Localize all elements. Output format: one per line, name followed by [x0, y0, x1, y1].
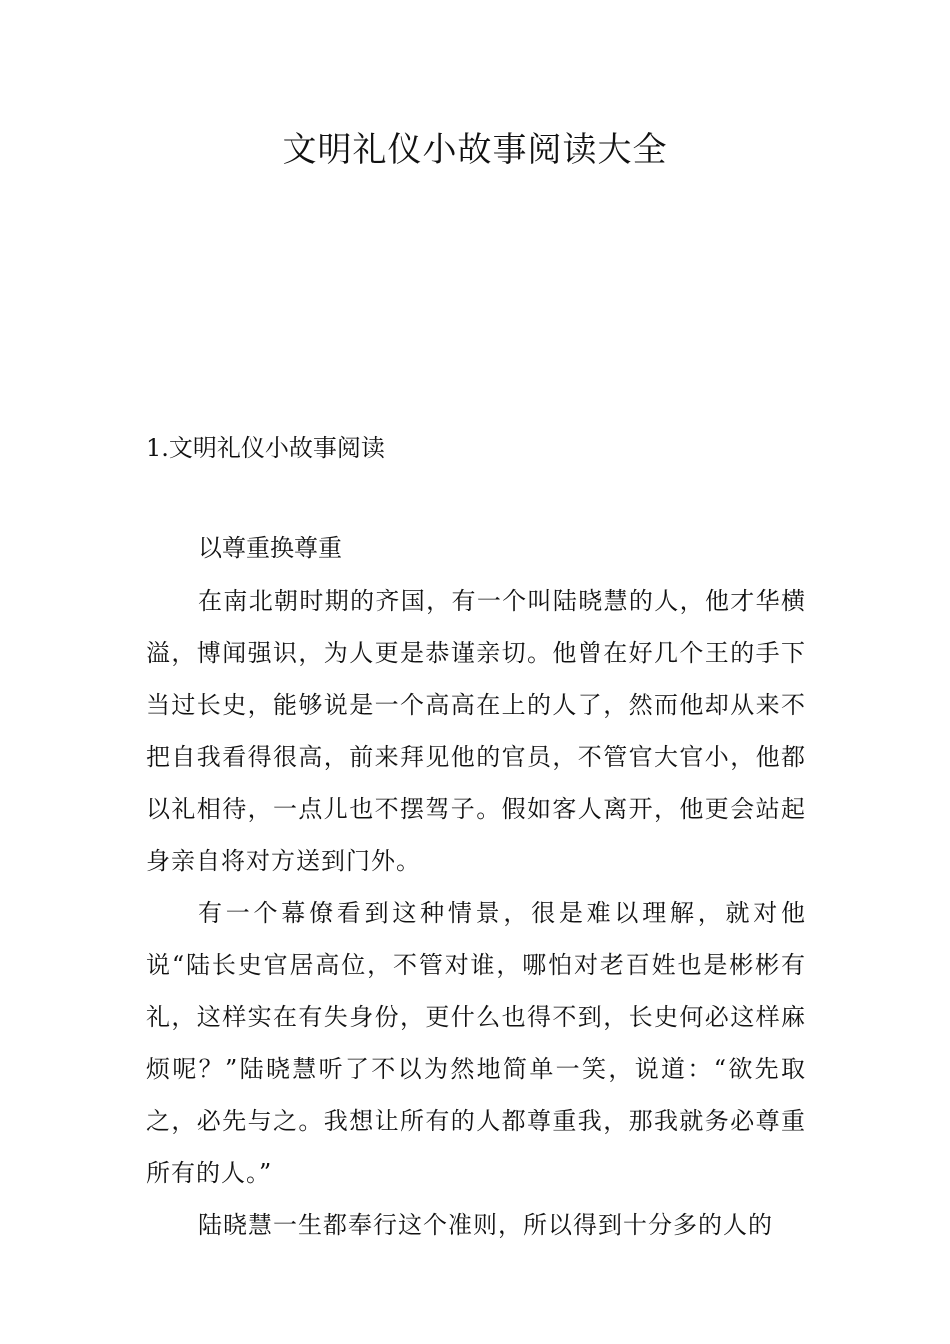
document-title: 文明礼仪小故事阅读大全 — [282, 130, 668, 170]
story-body — [146, 575, 806, 1251]
paragraph-2: 有一个幕僚看到这种情景，很是难以理解，就对他说“陆长史官居高位，不管对谁，哪怕对老百姓也是彬彬有礼，这样实在有失身份，更什么也得不到，长史何必这样麻烦呢？”陆晓慧听了不以为然地简单一笑，说道：“欲先取之，必先与之。我想让所有的人都尊重我，那我就务必尊重所有的人。” — [146, 899, 806, 1187]
paragraph-1: 在南北朝时期的齐国，有一个叫陆晓慧的人，他才华横溢，博闻强识，为人更是恭谨亲切。他曾在好几个王的手下当过长史，能够说是一个高高在上的人了，然而他却从来不把自我看得很高，前来拜见他的官员，不管官大官小，他都以礼相待，一点儿也不摆驾子。假如客人离开，他更会站起身亲自将对方送到门外。 — [146, 587, 806, 875]
section-heading: 1.文明礼仪小故事阅读 — [146, 434, 385, 462]
paragraph-3: 陆晓慧一生都奉行这个准则，所以得到十分多的人的 — [198, 1211, 773, 1239]
story-title: 以尊重换尊重 — [198, 534, 342, 562]
